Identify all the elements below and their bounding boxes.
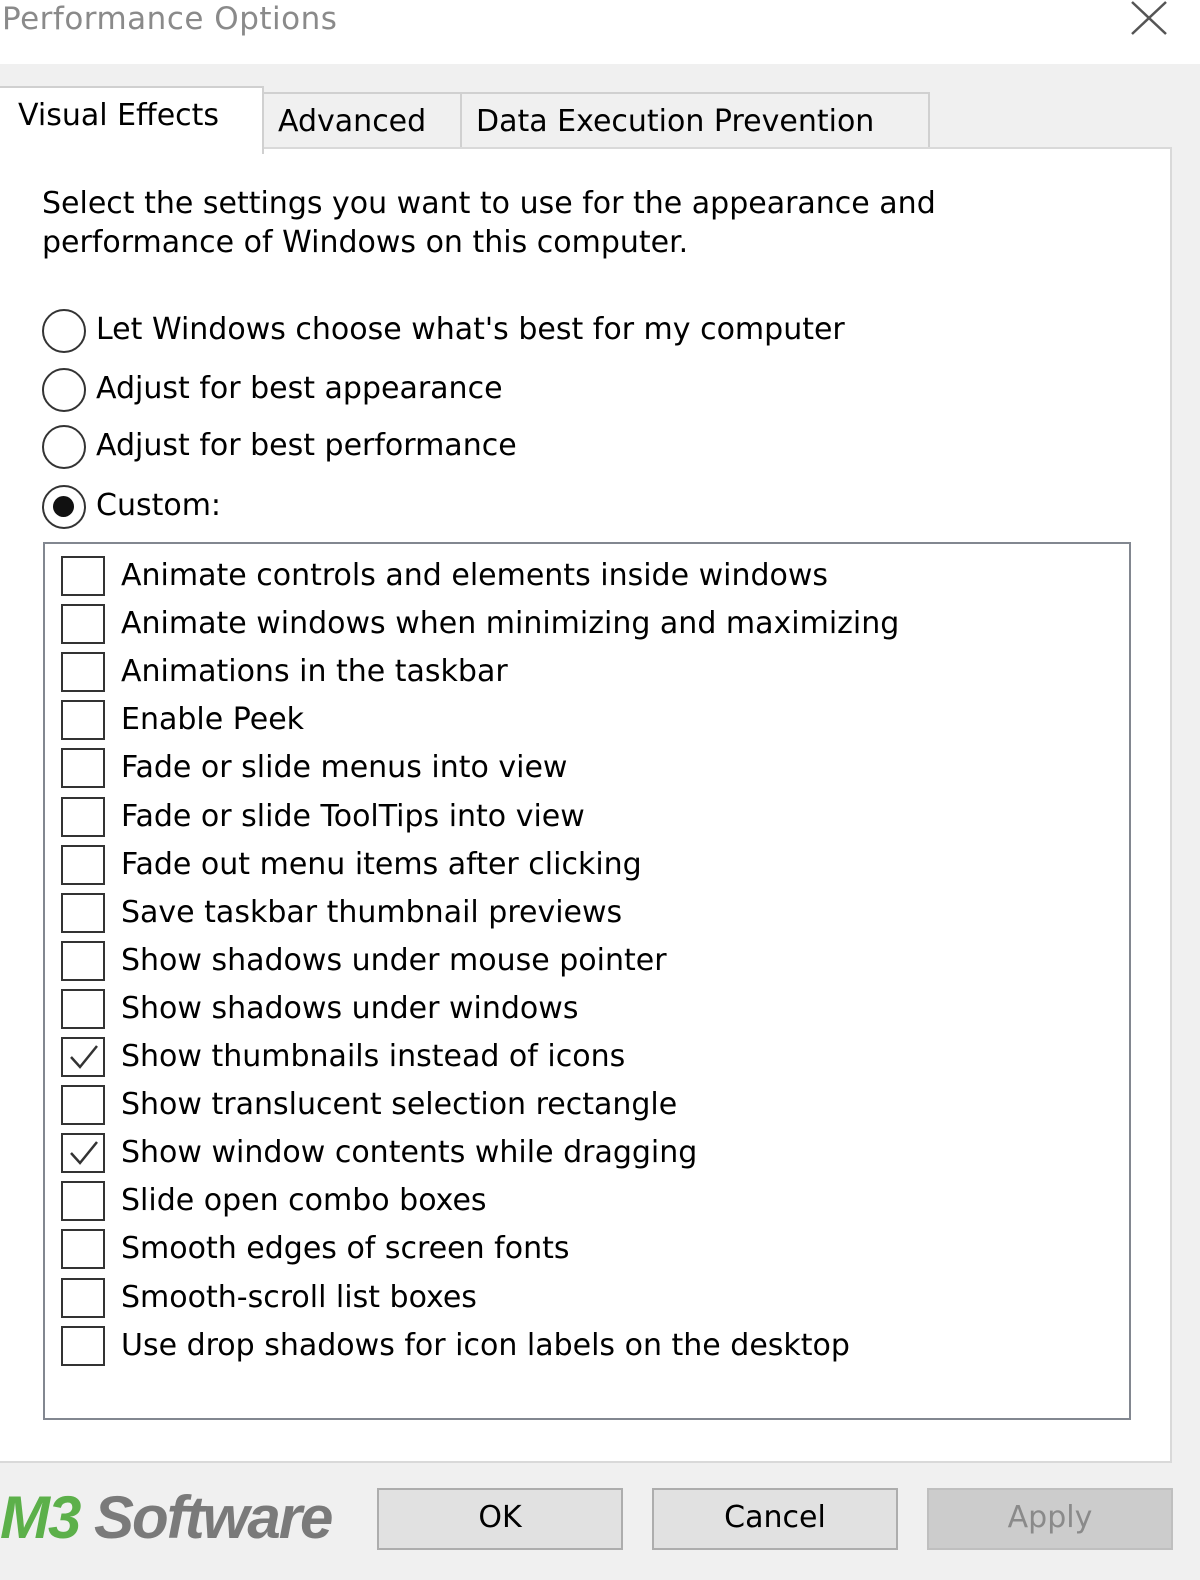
list-item[interactable]	[61, 696, 1111, 740]
checkbox[interactable]	[61, 845, 105, 885]
checkbox[interactable]	[61, 941, 105, 981]
checkbox-label: Fade out menu items after clicking	[121, 846, 642, 882]
checkbox[interactable]	[61, 556, 105, 596]
radio-button[interactable]	[42, 368, 86, 412]
checkbox[interactable]	[61, 1326, 105, 1366]
list-item[interactable]	[61, 648, 1111, 692]
list-item[interactable]	[61, 1322, 1111, 1366]
checkbox[interactable]	[61, 1278, 105, 1318]
checkbox[interactable]	[61, 1229, 105, 1269]
checkbox[interactable]	[61, 1037, 105, 1077]
radio-label: Adjust for best appearance	[96, 371, 503, 406]
visual-effects-listbox[interactable]	[43, 542, 1131, 1420]
checkbox-label: Animate controls and elements inside windows	[121, 558, 829, 593]
radio-button[interactable]	[42, 309, 86, 353]
list-item[interactable]	[61, 1177, 1111, 1221]
list-item[interactable]	[61, 1274, 1111, 1318]
checkbox-label: Animate windows when minimizing and maximizing	[121, 606, 900, 642]
checkbox-label: Show shadows under mouse pointer	[121, 942, 667, 978]
checkbox-label: Smooth edges of screen fonts	[121, 1231, 570, 1267]
checkbox-label: Show translucent selection rectangle	[121, 1087, 678, 1123]
list-item[interactable]	[61, 841, 1111, 885]
checkbox-label: Animations in the taskbar	[121, 654, 508, 690]
checkbox[interactable]	[61, 893, 105, 933]
list-item[interactable]	[61, 985, 1111, 1029]
checkbox[interactable]	[61, 1181, 105, 1221]
checkbox-label: Use drop shadows for icon labels on the desktop	[121, 1327, 850, 1363]
checkbox[interactable]	[61, 797, 105, 837]
radio-button[interactable]	[42, 425, 86, 469]
radio-label: Custom:	[96, 488, 222, 523]
tab-data-execution-prevention[interactable]: Data Execution Prevention	[460, 92, 930, 148]
checkbox-label: Show shadows under windows	[121, 990, 579, 1026]
title-bar	[0, 0, 1200, 64]
checkbox[interactable]	[61, 1133, 105, 1173]
tab-advanced[interactable]: Advanced	[262, 92, 462, 148]
list-item[interactable]	[61, 744, 1111, 788]
logo-text-m3: M3	[0, 1484, 80, 1551]
radio-button[interactable]	[42, 485, 86, 529]
checkbox[interactable]	[61, 1085, 105, 1125]
list-item[interactable]	[61, 552, 1111, 596]
cancel-button[interactable]: Cancel	[652, 1488, 898, 1550]
list-item[interactable]	[61, 1081, 1111, 1125]
checkbox-label: Enable Peek	[121, 702, 305, 738]
radio-label: Adjust for best performance	[96, 428, 517, 463]
list-item[interactable]	[61, 937, 1111, 981]
checkbox[interactable]	[61, 989, 105, 1029]
list-item[interactable]	[61, 1129, 1111, 1173]
checkbox-label: Fade or slide menus into view	[121, 750, 568, 786]
list-item[interactable]	[61, 1225, 1111, 1269]
checkbox-label: Fade or slide ToolTips into view	[121, 798, 585, 834]
tab-visual-effects[interactable]: Visual Effects	[0, 86, 264, 154]
radio-label: Let Windows choose what's best for my computer	[96, 312, 845, 347]
checkbox[interactable]	[61, 604, 105, 644]
check-icon	[67, 1042, 101, 1074]
checkbox[interactable]	[61, 700, 105, 740]
window-title: Performance Options	[2, 1, 338, 37]
apply-button[interactable]: Apply	[927, 1488, 1173, 1550]
list-item[interactable]	[61, 1033, 1111, 1077]
checkbox-label: Smooth-scroll list boxes	[121, 1279, 477, 1315]
checkbox-label: Show thumbnails instead of icons	[121, 1039, 626, 1074]
checkbox[interactable]	[61, 652, 105, 692]
checkbox-label: Slide open combo boxes	[121, 1183, 487, 1219]
checkbox[interactable]	[61, 748, 105, 788]
description-text: Select the settings you want to use for the appearance and performance of Windows on this computer.	[42, 186, 936, 260]
m3-software-logo	[0, 1486, 331, 1550]
checkbox-label: Save taskbar thumbnail previews	[121, 894, 623, 930]
check-icon	[67, 1138, 101, 1170]
logo-text-software: Software	[79, 1484, 332, 1551]
close-icon	[1128, 0, 1168, 36]
list-item[interactable]	[61, 600, 1111, 644]
checkbox-label: Show window contents while dragging	[121, 1135, 698, 1171]
ok-button[interactable]: OK	[377, 1488, 623, 1550]
list-item[interactable]	[61, 889, 1111, 933]
close-button[interactable]	[1122, 0, 1168, 40]
list-item[interactable]	[61, 793, 1111, 837]
